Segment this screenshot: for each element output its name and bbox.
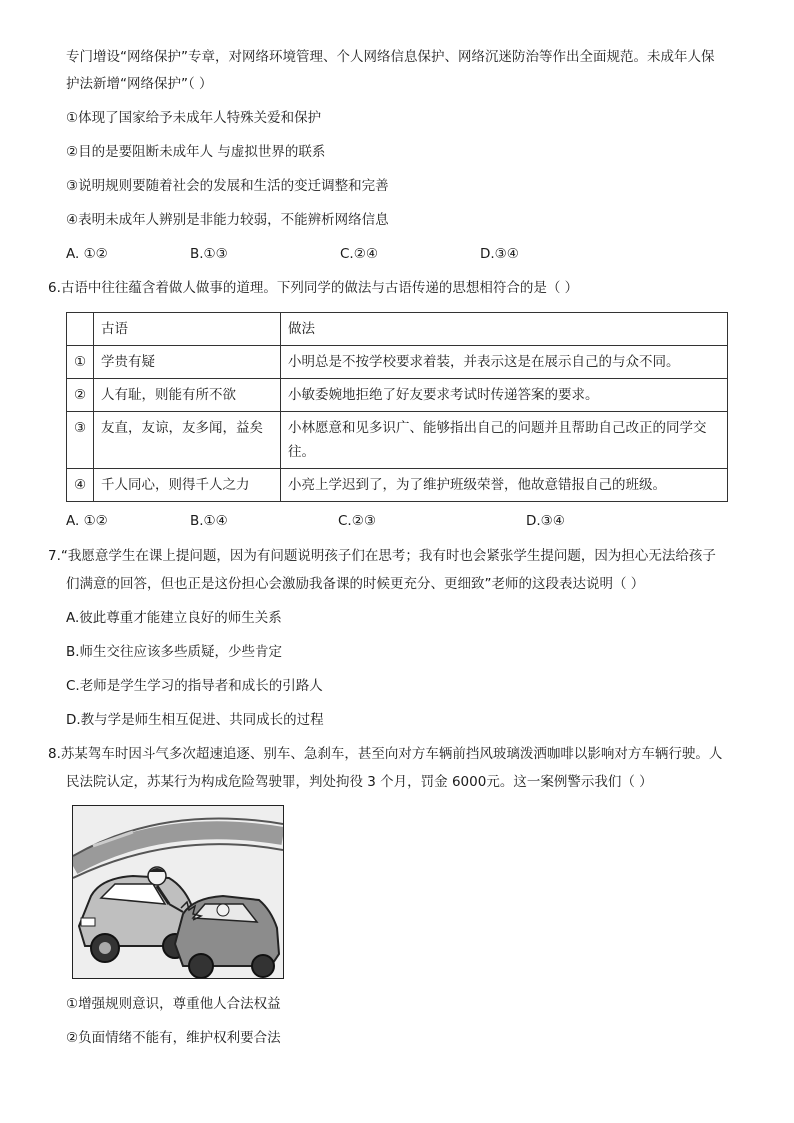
q5-statement-4: ④表明未成年人辨别是非能力较弱，不能辨析网络信息 <box>66 212 389 228</box>
q7-stem-line2: 们满意的回答，但也正是这份担心会激励我备课的时候更充分、更细致”老师的这段表达说明（ ） <box>66 576 645 592</box>
q7-option-b: B.师生交往应该多些质疑，少些肯定 <box>66 644 283 660</box>
q5-stem-line1: 专门增设“网络保护”专章，对网络环境管理、个人网络信息保护、网络沉迷防治等作出全面规范。未成年人保 <box>66 49 715 65</box>
q5-option-b: B.①③ <box>190 246 228 262</box>
row-num: ② <box>67 379 94 412</box>
table-row <box>67 346 728 379</box>
table-header-row <box>67 313 728 346</box>
row-practice: 小敏委婉地拒绝了好友要求考试时传递答案的要求。 <box>281 379 728 412</box>
row-saying: 友直，友谅，友多闻，益矣 <box>94 412 281 469</box>
q6-table <box>66 312 728 502</box>
q7-option-d: D.教与学是师生相互促进、共同成长的过程 <box>66 712 324 728</box>
table-row <box>67 379 728 412</box>
header-cell-practice: 做法 <box>281 313 728 346</box>
q5-statement-2: ②目的是要阻断未成年人 与虚拟世界的联系 <box>66 144 326 160</box>
q8-statement-1: ①增强规则意识，尊重他人合法权益 <box>66 996 281 1012</box>
header-cell-saying: 古语 <box>94 313 281 346</box>
q6-option-a: A. ①② <box>66 513 108 529</box>
q6-option-c: C.②③ <box>338 513 376 529</box>
row-saying: 学贵有疑 <box>94 346 281 379</box>
q5-option-c: C.②④ <box>340 246 378 262</box>
row-saying: 千人同心，则得千人之力 <box>94 469 281 502</box>
q7-option-a: A.彼此尊重才能建立良好的师生关系 <box>66 610 282 626</box>
q7-stem-line1: 7.“我愿意学生在课上提问题，因为有问题说明孩子们在思考；我有时也会紧张学生提问题，因为担心无法给孩子 <box>48 548 716 564</box>
row-saying: 人有耻，则能有所不欲 <box>94 379 281 412</box>
q5-statement-3: ③说明规则要随着社会的发展和生活的变迁调整和完善 <box>66 178 389 194</box>
q6-stem: 6.古语中往往蕴含着做人做事的道理。下列同学的做法与古语传递的思想相符合的是（ ） <box>48 280 579 296</box>
q8-statement-2: ②负面情绪不能有，维护权利要合法 <box>66 1030 281 1046</box>
q8-stem-line2: 民法院认定，苏某行为构成危险驾驶罪，判处拘役 3 个月，罚金 6000元。这一案例警示我们（ ） <box>66 774 653 790</box>
header-cell-num <box>67 313 94 346</box>
road-rage-illustration <box>72 805 284 979</box>
row-practice: 小亮上学迟到了，为了维护班级荣誉，他故意错报自己的班级。 <box>281 469 728 502</box>
q6-option-d: D.③④ <box>526 513 565 529</box>
row-num: ③ <box>67 412 94 469</box>
row-num: ④ <box>67 469 94 502</box>
q6-option-b: B.①④ <box>190 513 228 529</box>
row-num: ① <box>67 346 94 379</box>
q5-statement-1: ①体现了国家给予未成年人特殊关爱和保护 <box>66 110 322 126</box>
q7-option-c: C.老师是学生学习的指导者和成长的引路人 <box>66 678 323 694</box>
q8-stem-line1: 8.苏某驾车时因斗气多次超速追逐、别车、急刹车，甚至向对方车辆前挡风玻璃泼洒咖啡以影响对方车辆行驶。人 <box>48 746 723 762</box>
q5-option-a: A. ①② <box>66 246 108 262</box>
table-row <box>67 412 728 469</box>
q5-stem-line2: 护法新增“网络保护”（ ） <box>66 76 213 92</box>
table-row <box>67 469 728 502</box>
row-practice: 小林愿意和见多识广、能够指出自己的问题并且帮助自己改正的同学交往。 <box>281 412 728 469</box>
q5-option-d: D.③④ <box>480 246 519 262</box>
row-practice: 小明总是不按学校要求着装，并表示这是在展示自己的与众不同。 <box>281 346 728 379</box>
